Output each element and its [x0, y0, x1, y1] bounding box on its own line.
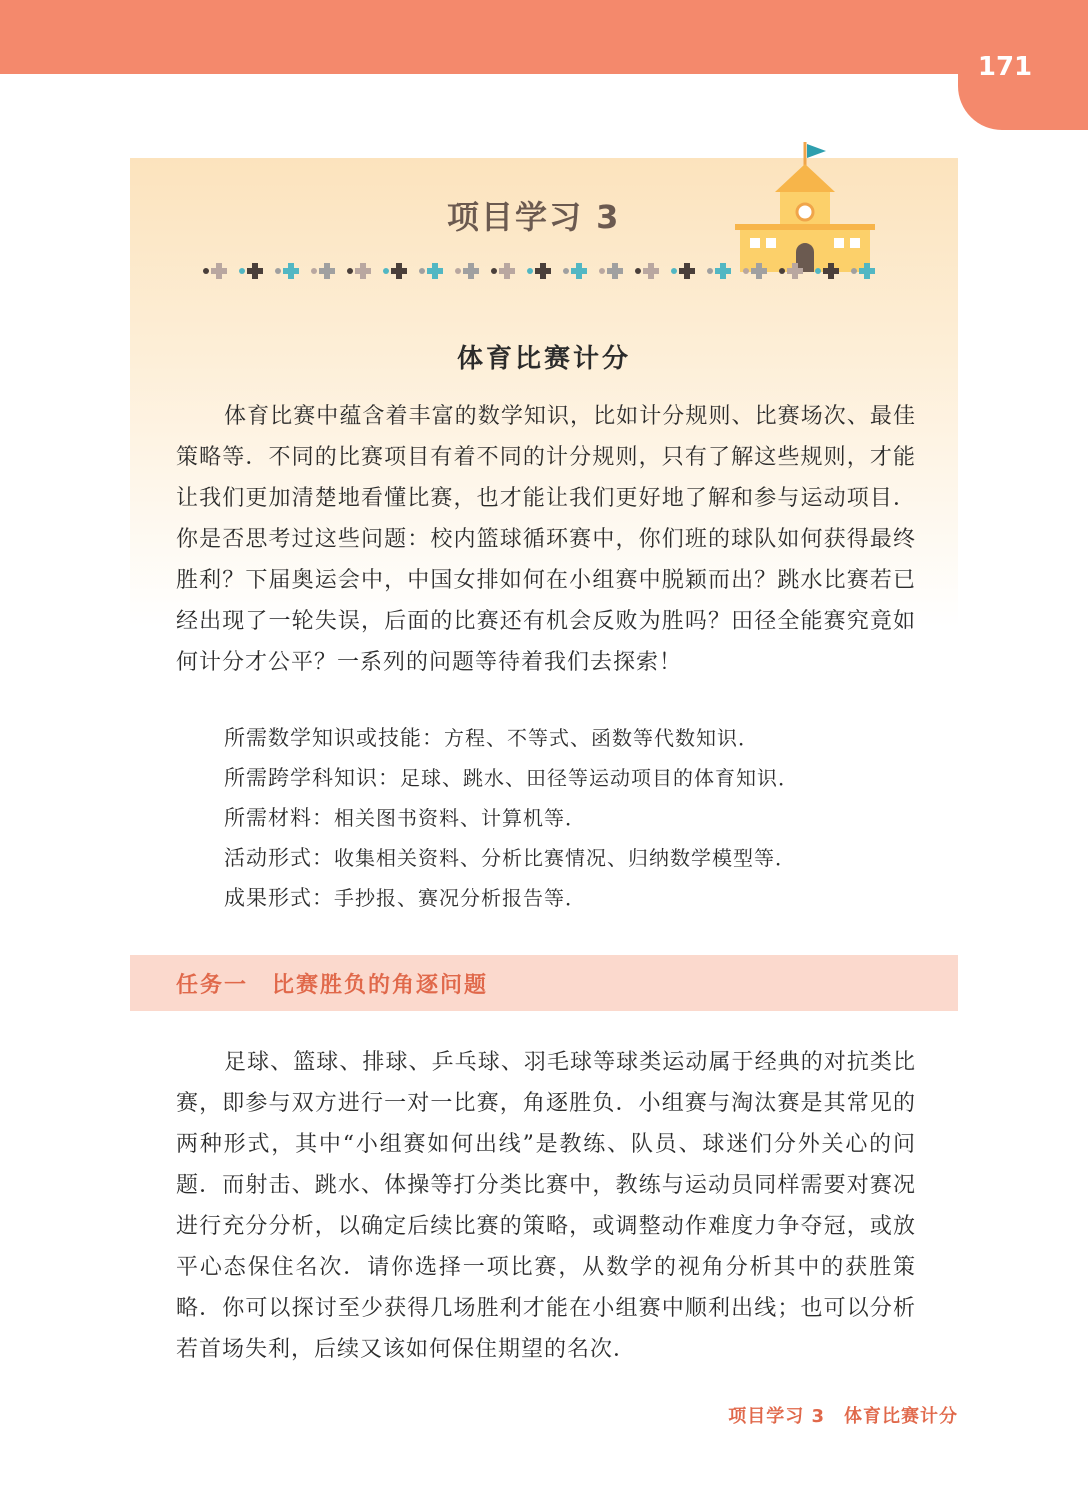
decor-cross-v [252, 263, 258, 279]
requirement-item: 所需材料：相关图书资料、计算机等． [224, 806, 586, 830]
decor-dot [851, 268, 857, 274]
decor-dot [491, 268, 497, 274]
decor-cross-v [828, 263, 834, 279]
decor-dot [455, 268, 461, 274]
requirement-item: 成果形式：手抄报、赛况分析报告等． [224, 886, 586, 910]
requirement-item: 所需数学知识或技能：方程、不等式、函数等代数知识． [224, 726, 759, 750]
intro-paragraph [176, 396, 916, 683]
decor-dot [311, 268, 317, 274]
intro-text: 体育比赛中蕴含着丰富的数学知识，比如计分规则、比赛场次、最佳策略等．不同的比赛项目有着不同的计分规则，只有了解这些规则，才能让我们更加清楚地看懂比赛，也才能让我们更好地了解和参与运动项目．你是否思考过这些问题：校内篮球循环赛中，你们班的球队如何获得最终胜利？下届奥运会中，中国女排如何在小组赛中脱颖而出？跳水比赛若已经出现了一轮失误，后面的比赛还有机会反败为胜吗？田径全能赛究竟如何计分才公平？一系列的问题等待着我们去探索！ [176, 404, 916, 675]
decor-cross-v [540, 263, 546, 279]
decor-cross-v [396, 263, 402, 279]
top-color-band [0, 0, 1088, 74]
decor-dot [203, 268, 209, 274]
decor-cross-v [432, 263, 438, 279]
requirements-list [224, 718, 924, 918]
project-title: 项目学习 3 [447, 198, 621, 236]
decor-dot [347, 268, 353, 274]
decor-cross-v [720, 263, 726, 279]
decor-cross-v [468, 263, 474, 279]
requirement-item: 活动形式：收集相关资料、分析比赛情况、归纳数学模型等． [224, 846, 796, 870]
decor-cross-v [756, 263, 762, 279]
decorative-cross-row [200, 260, 890, 282]
decor-dot [635, 268, 641, 274]
decor-cross-v [612, 263, 618, 279]
decor-dot [599, 268, 605, 274]
decor-dot [563, 268, 569, 274]
decor-cross-v [648, 263, 654, 279]
decor-dot [527, 268, 533, 274]
decor-dot [707, 268, 713, 274]
project-subtitle: 体育比赛计分 [456, 344, 631, 374]
decor-dot [815, 268, 821, 274]
school-building-icon [730, 140, 880, 275]
decor-dot [419, 268, 425, 274]
task-title: 任务一 比赛胜负的角逐问题 [176, 973, 489, 998]
page-footer: 项目学习 3 体育比赛计分 [728, 1406, 958, 1427]
decor-dot [779, 268, 785, 274]
decor-dot [671, 268, 677, 274]
decor-cross-v [360, 263, 366, 279]
decor-cross-v [288, 263, 294, 279]
decor-cross-v [504, 263, 510, 279]
task-text: 足球、篮球、排球、乒乓球、羽毛球等球类运动属于经典的对抗类比赛，即参与双方进行一对一比赛，角逐胜负．小组赛与淘汰赛是其常见的两种形式，其中“小组赛如何出线”是教练、队员、球迷们分外关心的问题．而射击、跳水、体操等打分类比赛中，教练与运动员同样需要对赛况进行充分分析，以确定后续比赛的策略，或调整动作难度力争夺冠，或放平心态保住名次．请你选择一项比赛，从数学的视角分析其中的获胜策略．你可以探讨至少获得几场胜利才能在小组赛中顺利出线；也可以分析若首场失利，后续又该如何保住期望的名次． [176, 1050, 916, 1362]
decor-dot [743, 268, 749, 274]
decor-cross-v [864, 263, 870, 279]
decor-cross-v [684, 263, 690, 279]
decor-cross-v [324, 263, 330, 279]
task-paragraph [176, 1042, 916, 1370]
decor-cross-v [576, 263, 582, 279]
decor-dot [383, 268, 389, 274]
decor-dot [275, 268, 281, 274]
decor-cross-v [216, 263, 222, 279]
decor-cross-v [792, 263, 798, 279]
page-number: 171 [977, 52, 1033, 82]
decor-dot [239, 268, 245, 274]
flag-icon [807, 144, 826, 158]
requirement-item: 所需跨学科知识：足球、跳水、田径等运动项目的体育知识． [224, 766, 799, 790]
